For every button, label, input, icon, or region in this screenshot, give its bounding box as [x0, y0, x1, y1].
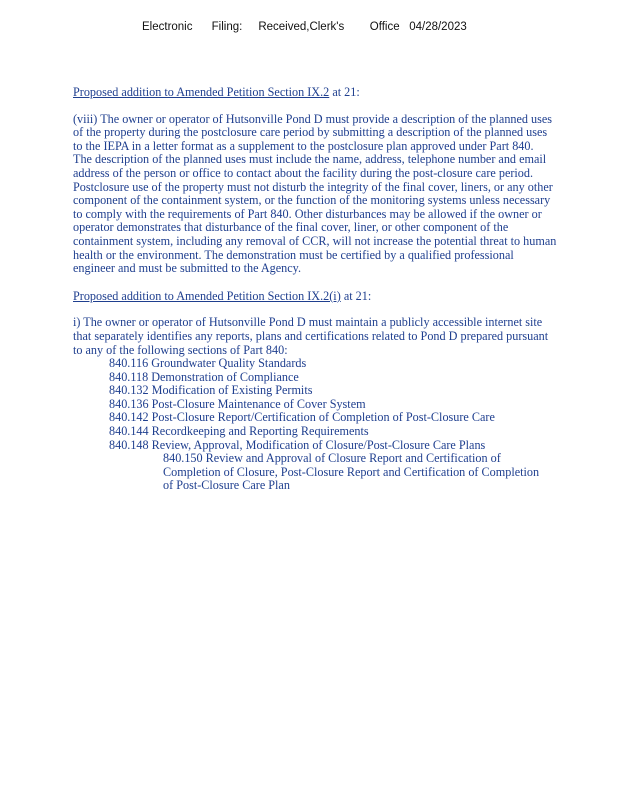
list-item: 840.136 Post-Closure Maintenance of Cover System: [109, 396, 366, 411]
paragraph-line: to the IEPA in a letter format as a supplement to the postclosure plan approved under Part 840.: [73, 138, 534, 153]
section1-heading: [73, 86, 608, 100]
paragraph-line: health or the environment. The demonstration must be certified by a qualified professional: [73, 247, 514, 262]
paragraph-line: Postclosure use of the property must not disturb the integrity of the final cover, liners, or any other: [73, 179, 553, 194]
sub-list-item: of Post-Closure Care Plan: [163, 478, 290, 493]
paragraph-line: to comply with the requirements of Part 840. Other disturbances may be allowed if the owner or: [73, 206, 542, 221]
paragraph-line: of the property during the postclosure care period by submitting a description of the planned uses: [73, 125, 548, 140]
list-item: 840.116 Groundwater Quality Standards: [109, 356, 307, 371]
list-item: 840.132 Modification of Existing Permits: [109, 383, 313, 398]
paragraph-line: engineer and must be submitted to the Agency.: [73, 261, 302, 276]
section2-heading-suffix: at 21:: [340, 288, 372, 303]
section2-heading: [73, 290, 608, 304]
section2-heading-link: Proposed addition to Amended Petition Section IX.2(i): [73, 288, 341, 303]
paragraph-line: i) The owner or operator of Hutsonville Pond D must maintain a publicly accessible internet site: [73, 315, 543, 330]
section1-paragraph: [73, 113, 608, 276]
paragraph-line: component of the containment system, or the function of the monitoring systems unless necessary: [73, 193, 551, 208]
paragraph-line: (viii) The owner or operator of Hutsonville Pond D must provide a description of the planned uses: [73, 111, 553, 126]
paragraph-line: operator demonstrates that disturbance of the final cover, liner, or other component of the: [73, 220, 509, 235]
paragraph-line: address of the person or office to contact about the facility during the post-closure care period.: [73, 165, 534, 180]
part-840-section-list: [73, 357, 608, 493]
list-item: 840.148 Review, Approval, Modification of Closure/Post-Closure Care Plans: [109, 437, 486, 452]
paragraph-line: to any of the following sections of Part 840:: [73, 342, 288, 357]
paragraph-line: that separately identifies any reports, plans and certifications related to Pond D prepared pursuant: [73, 328, 549, 343]
list-item: 840.118 Demonstration of Compliance: [109, 369, 299, 384]
section2-intro: [73, 316, 608, 357]
document-body: [73, 86, 608, 493]
filing-stamp-header: Electronic Filing: Received,Clerk's Office 04/28/2023: [142, 21, 467, 33]
list-item: 840.144 Recordkeeping and Reporting Requirements: [109, 424, 369, 439]
section1-heading-suffix: at 21:: [329, 85, 360, 99]
paragraph-line: The description of the planned uses must include the name, address, telephone number and email: [73, 152, 547, 167]
sub-list-item: Completion of Closure, Post-Closure Report and Certification of Completion: [163, 464, 540, 479]
sub-list-item: 840.150 Review and Approval of Closure Report and Certification of: [163, 451, 501, 466]
section1-heading-link: Proposed addition to Amended Petition Section IX.2: [73, 85, 330, 99]
paragraph-line: containment system, including any removal of CCR, will not increase the potential threat to human: [73, 233, 557, 248]
list-item: 840.142 Post-Closure Report/Certification of Completion of Post-Closure Care: [109, 410, 495, 425]
